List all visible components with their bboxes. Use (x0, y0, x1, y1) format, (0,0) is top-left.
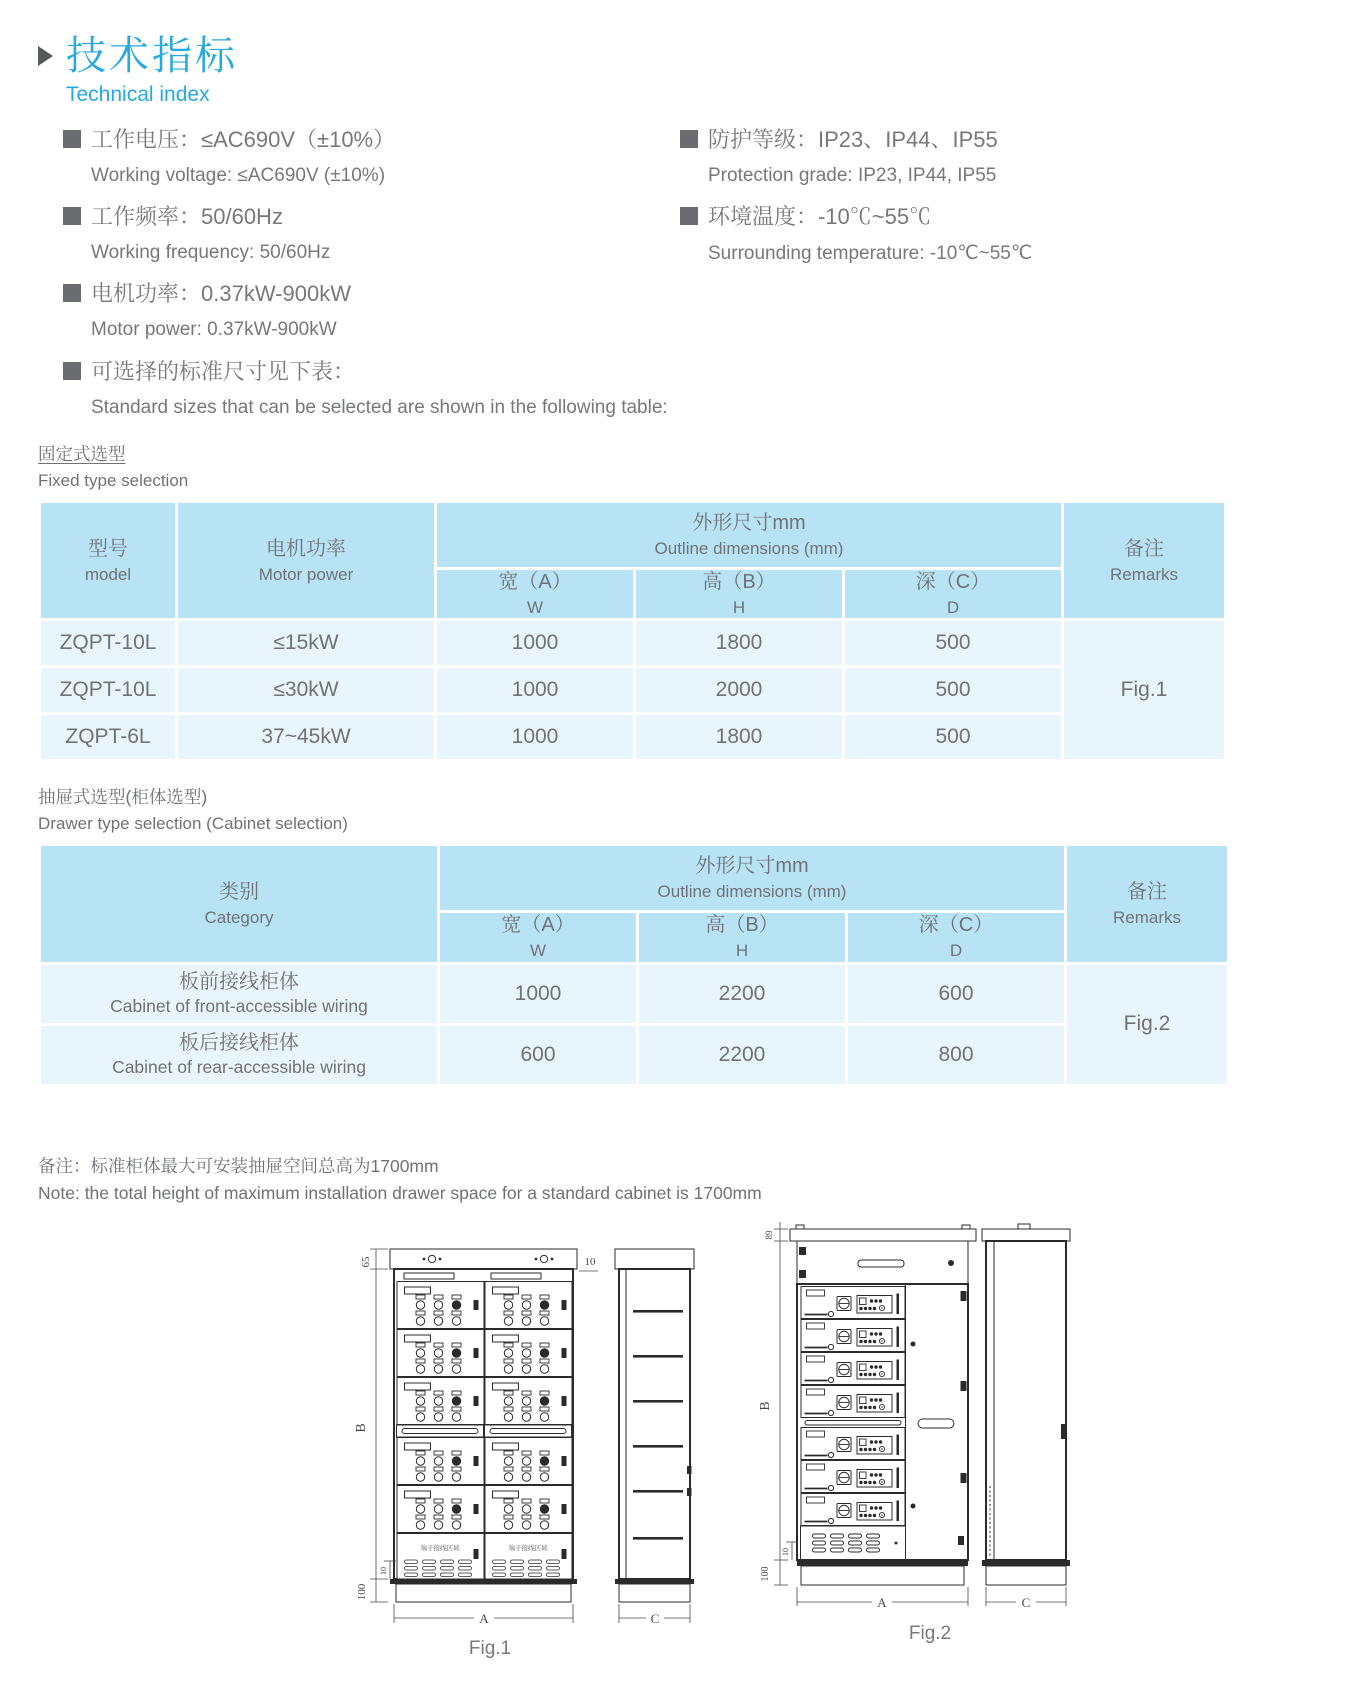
page-subtitle: Technical index (66, 83, 210, 106)
drawer-unit (485, 1377, 572, 1424)
spec-column-left (63, 123, 680, 341)
col-header-remarks: 备注 Remarks (1067, 846, 1227, 961)
fig2-dim-depth: C (1021, 1594, 1031, 1610)
drawer-unit (397, 1281, 484, 1328)
fig2-drawing (720, 1136, 1120, 1651)
cell-category: 板后接线柜体 Cabinet of rear-accessible wiring (41, 1026, 437, 1084)
page-title: 技术指标 (66, 34, 238, 78)
spec-label-cn: 环境温度：-10℃~55℃ (708, 204, 932, 229)
drawer-module (801, 1493, 905, 1525)
cell-depth: 500 (845, 621, 1061, 665)
bullet-square-icon (63, 362, 81, 380)
fig1-caption: Fig.1 (468, 1637, 512, 1659)
fig1-dim-cap: 65 (360, 1256, 372, 1267)
cell-height: 1800 (636, 715, 842, 759)
drawer-unit (485, 1281, 572, 1328)
drawer-module (801, 1286, 905, 1318)
spec-label-cn: 防护等级：IP23、IP44、IP55 (708, 127, 998, 152)
cell-height: 2000 (636, 668, 842, 712)
spec-item-voltage (63, 123, 680, 187)
spec-item-temperature (680, 200, 1032, 265)
spec-label-cn: 工作电压：≤AC690V（±10%） (91, 127, 396, 152)
section-title-cn: 抽屉式选型(柜体选型) (38, 787, 208, 808)
drawer-unit (397, 1377, 484, 1424)
bullet-square-icon (63, 284, 81, 302)
terminal-area-label: 端子接线区域 (420, 1544, 460, 1552)
spec-item-table-intro (63, 355, 1240, 419)
footnote-cn: 备注：标准柜体最大可安装抽屉空间总高为1700mm (38, 1155, 439, 1176)
spec-label-en: Standard sizes that can be selected are shown in the following table: (91, 397, 668, 418)
cell-power: ≤30kW (178, 668, 434, 712)
cell-power: ≤15kW (178, 621, 434, 665)
col-header-remarks: 备注 Remarks (1064, 503, 1224, 618)
col-header-motor-power: 电机功率 Motor power (178, 503, 434, 618)
drawer-module (801, 1460, 905, 1492)
col-header-width: 宽（A） W (437, 570, 633, 618)
fig2-side-view (982, 1224, 1070, 1610)
cell-model: ZQPT-10L (41, 668, 175, 712)
page-header (38, 34, 1240, 78)
cell-depth: 500 (845, 668, 1061, 712)
drawer-unit (485, 1485, 572, 1532)
terminal-area-label: 端子接线区域 (508, 1544, 548, 1552)
cell-width: 1000 (437, 715, 633, 759)
fig1-dim-width: A (479, 1610, 489, 1626)
drawer-module (801, 1385, 905, 1417)
bullet-square-icon (680, 130, 698, 148)
drawer-unit (485, 1329, 572, 1376)
cell-model: ZQPT-6L (41, 715, 175, 759)
fig2-front-view (790, 1225, 976, 1585)
drawer-unit (397, 1485, 484, 1532)
drawer-module (801, 1352, 905, 1384)
fixed-type-table (38, 500, 1227, 762)
cell-width: 1000 (437, 621, 633, 665)
spec-label-en: Working frequency: 50/60Hz (91, 242, 331, 263)
cell-category: 板前接线柜体 Cabinet of front-accessible wiring (41, 965, 437, 1023)
cell-width: 1000 (437, 668, 633, 712)
fig1-dim-small: 10 (379, 1566, 388, 1575)
fig2-dim-small: 10 (781, 1547, 790, 1556)
spec-item-frequency (63, 200, 680, 264)
fig1-dim-depth: C (650, 1610, 660, 1626)
table-row (41, 965, 1227, 1023)
drawer-module (801, 1427, 905, 1459)
cell-power: 37~45kW (178, 715, 434, 759)
section-fixed-type (38, 441, 1240, 491)
col-header-outline-dimensions: 外形尺寸mm Outline dimensions (mm) (440, 846, 1064, 910)
fig2-dim-height: B (758, 1400, 773, 1411)
cell-depth: 800 (848, 1026, 1064, 1084)
section-title-en: Drawer type selection (Cabinet selection) (38, 814, 348, 834)
table-row (41, 1026, 1227, 1084)
cell-depth: 500 (845, 715, 1061, 759)
col-header-width: 宽（A） W (440, 913, 636, 961)
table-row (41, 668, 1224, 712)
table-row (41, 715, 1224, 759)
spec-label-cn: 工作频率：50/60Hz (91, 204, 283, 229)
cell-height: 2200 (639, 965, 845, 1023)
spec-column-right (680, 123, 1032, 341)
figures-area (38, 1204, 1240, 1704)
terminal-compartment (485, 1533, 572, 1579)
drawer-module (801, 1319, 905, 1351)
drawer-unit (397, 1329, 484, 1376)
col-header-depth: 深（C） D (845, 570, 1061, 618)
fig1-side-view (615, 1249, 694, 1626)
footnote-en: Note: the total height of maximum installation drawer space for a standard cabinet is 1700mm (38, 1182, 762, 1203)
cell-width: 600 (440, 1026, 636, 1084)
drawer-type-table (38, 843, 1230, 1086)
cell-remarks: Fig.1 (1064, 621, 1224, 759)
fig1-front-view (390, 1249, 577, 1602)
table-row (41, 621, 1224, 665)
spec-label-cn: 电机功率：0.37kW-900kW (91, 281, 351, 306)
fig2-caption: Fig.2 (908, 1622, 952, 1644)
bullet-square-icon (63, 207, 81, 225)
bullet-square-icon (680, 207, 698, 225)
fig2-dim-cap: 89 (764, 1230, 774, 1239)
cell-height: 2200 (639, 1026, 845, 1084)
fig1-dim-top-right: 10 (584, 1255, 596, 1268)
cell-depth: 600 (848, 965, 1064, 1023)
col-header-category: 类别 Category (41, 846, 437, 961)
drawer-unit (485, 1437, 572, 1484)
spec-item-protection (680, 123, 1032, 187)
fig2-dim-base: 100 (760, 1566, 771, 1581)
col-header-depth: 深（C） D (848, 913, 1064, 961)
drawer-unit (397, 1437, 484, 1484)
spec-label-en: Protection grade: IP23, IP44, IP55 (708, 165, 997, 186)
col-header-outline-dimensions: 外形尺寸mm Outline dimensions (mm) (437, 503, 1061, 567)
spec-label-cn: 可选择的标准尺寸见下表： (91, 359, 356, 384)
cell-model: ZQPT-10L (41, 621, 175, 665)
section-title-en: Fixed type selection (38, 471, 189, 490)
section-title-cn: 固定式选型 (38, 444, 126, 464)
spec-label-en: Working voltage: ≤AC690V (±10%) (91, 165, 386, 186)
cell-height: 1800 (636, 621, 842, 665)
section-arrow-icon (38, 46, 53, 66)
col-header-model: 型号 model (41, 503, 175, 618)
bullet-square-icon (63, 130, 81, 148)
cell-remarks: Fig.2 (1067, 965, 1227, 1084)
spec-label-en: Surrounding temperature: -10℃~55℃ (708, 243, 1033, 264)
col-header-height: 高（B） H (636, 570, 842, 618)
spec-label-en: Motor power: 0.37kW-900kW (91, 319, 337, 340)
spec-item-motor-power (63, 277, 680, 341)
fig1-dim-base: 100 (356, 1583, 368, 1600)
section-drawer-type (38, 784, 1240, 834)
spec-list (63, 123, 1240, 341)
col-header-height: 高（B） H (639, 913, 845, 961)
fig1-dim-height: B (354, 1422, 369, 1433)
cell-width: 1000 (440, 965, 636, 1023)
fig2-dim-width: A (877, 1594, 887, 1610)
terminal-compartment (397, 1533, 484, 1579)
